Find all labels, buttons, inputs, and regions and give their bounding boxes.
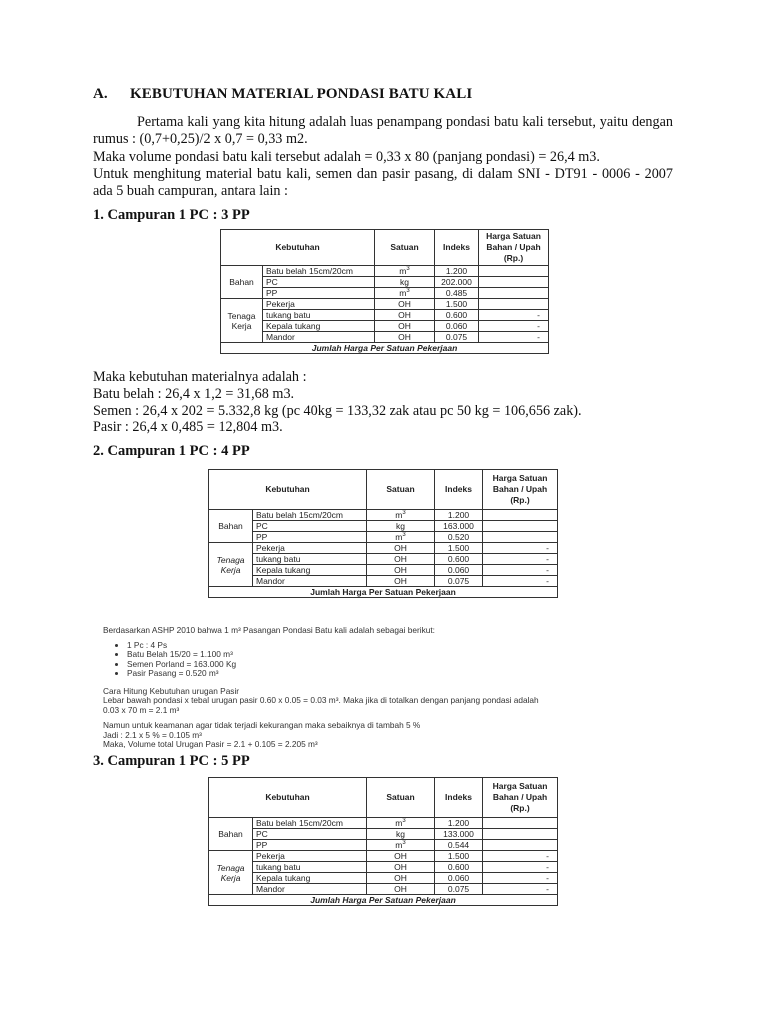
- index-value: 0.060: [435, 321, 479, 332]
- group-bahan: Bahan: [221, 266, 263, 299]
- index-value: 163.000: [435, 521, 483, 532]
- unit-oh: OH: [367, 862, 435, 873]
- item-tukang: tukang batu: [253, 554, 367, 565]
- index-value: 0.485: [435, 288, 479, 299]
- group-tenaga: Tenaga Kerja: [221, 299, 263, 343]
- note-lebar: Lebar bawah pondasi x tebal urugan pasir 0.60 x 0.05 = 0.03 m³. Maka jika di totalkan dengan panjang pondasi adalah 0.03 x 70 m = 2.1 m³: [103, 695, 539, 715]
- index-value: 0.520: [435, 532, 483, 543]
- index-value: 0.060: [435, 565, 483, 576]
- col-satuan: Satuan: [375, 230, 435, 266]
- index-value: 1.500: [435, 299, 479, 310]
- mix1-result-semen: Semen : 26,4 x 202 = 5.332,8 kg (pc 40kg = 133,32 zak atau pc 50 kg = 106,656 zak).: [93, 403, 582, 419]
- index-value: 0.075: [435, 332, 479, 343]
- item-pc: PC: [253, 521, 367, 532]
- price-dash: -: [483, 873, 558, 884]
- price-dash: -: [479, 321, 549, 332]
- note-item: • Semen Porland = 163.000 Kg: [127, 660, 553, 670]
- item-mandor: Mandor: [253, 576, 367, 587]
- unit-oh: OH: [375, 299, 435, 310]
- group-bahan: Bahan: [209, 818, 253, 851]
- section-heading: [93, 86, 472, 103]
- price-dash: -: [483, 576, 558, 587]
- col-kebutuhan: Kebutuhan: [209, 470, 367, 510]
- table-footer: Jumlah Harga Per Satuan Pekerjaan: [221, 343, 549, 354]
- col-harga: Harga Satuan Bahan / Upah (Rp.): [483, 778, 558, 818]
- item-pekerja: Pekerja: [253, 543, 367, 554]
- price-cell: [483, 829, 558, 840]
- price-cell: [483, 510, 558, 521]
- unit-oh: OH: [375, 310, 435, 321]
- col-satuan: Satuan: [367, 470, 435, 510]
- price-cell: [483, 521, 558, 532]
- col-satuan: Satuan: [367, 778, 435, 818]
- price-cell: [479, 299, 549, 310]
- item-batu: Batu belah 15cm/20cm: [263, 266, 375, 277]
- index-value: 0.600: [435, 310, 479, 321]
- item-kepala: Kepala tukang: [253, 565, 367, 576]
- unit-kg: kg: [375, 277, 435, 288]
- item-mandor: Mandor: [253, 884, 367, 895]
- item-pc: PC: [253, 829, 367, 840]
- unit-m3: $m^3$: [375, 288, 435, 299]
- col-indeks: Indeks: [435, 230, 479, 266]
- group-tenaga: Tenaga Kerja: [209, 543, 253, 587]
- col-indeks: Indeks: [435, 470, 483, 510]
- unit-oh: OH: [367, 873, 435, 884]
- price-dash: -: [483, 884, 558, 895]
- mix2-table: [208, 469, 558, 598]
- col-kebutuhan: Kebutuhan: [221, 230, 375, 266]
- note-item: • Batu Belah 15/20 = 1.100 m³: [127, 650, 553, 660]
- item-pekerja: Pekerja: [253, 851, 367, 862]
- mix3-table: [208, 777, 558, 906]
- item-tukang: tukang batu: [253, 862, 367, 873]
- index-value: 1.500: [435, 543, 483, 554]
- mix1-title: 1. Campuran 1 PC : 3 PP: [93, 207, 250, 223]
- price-dash: -: [479, 332, 549, 343]
- index-value: 0.600: [435, 862, 483, 873]
- col-kebutuhan: Kebutuhan: [209, 778, 367, 818]
- note-list: [103, 641, 553, 679]
- item-pp: PP: [253, 532, 367, 543]
- unit-m3: $m^3$: [367, 818, 435, 829]
- index-value: 0.060: [435, 873, 483, 884]
- mix2-title: 2. Campuran 1 PC : 4 PP: [93, 443, 250, 459]
- item-pc: PC: [263, 277, 375, 288]
- item-batu: Batu belah 15cm/20cm: [253, 818, 367, 829]
- index-value: 0.544: [435, 840, 483, 851]
- note-cara: Cara Hitung Kebutuhan urugan Pasir: [103, 685, 240, 696]
- item-tukang: tukang batu: [263, 310, 375, 321]
- mix1-result-batu: Batu belah : 26,4 x 1,2 = 31,68 m3.: [93, 386, 295, 402]
- item-mandor: Mandor: [263, 332, 375, 343]
- note-intro: Berdasarkan ASHP 2010 bahwa 1 m³ Pasangan Pondasi Batu kali adalah sebagai berikut:: [103, 625, 435, 635]
- note-namun: Namun untuk keamanan agar tidak terjadi kekurangan maka sebaiknya di tambah 5 %: [103, 720, 421, 730]
- price-dash: -: [483, 851, 558, 862]
- table-footer: Jumlah Harga Per Satuan Pekerjaan: [209, 587, 558, 598]
- section-number: A.: [93, 86, 108, 102]
- group-tenaga: Tenaga Kerja: [209, 851, 253, 895]
- mix1-result-intro: Maka kebutuhan materialnya adalah :: [93, 369, 307, 385]
- index-value: 133.000: [435, 829, 483, 840]
- item-kepala: Kepala tukang: [263, 321, 375, 332]
- price-cell: [483, 840, 558, 851]
- item-pp: PP: [263, 288, 375, 299]
- intro-paragraph-1: Pertama kali yang kita hitung adalah luas penampang pondasi batu kali tersebut, yaitu dengan rumus : (0,7+0,25)/2 x 0,7 = 0,33 m2.: [93, 114, 673, 148]
- unit-m3: $m^3$: [367, 840, 435, 851]
- col-indeks: Indeks: [435, 778, 483, 818]
- index-value: 0.075: [435, 576, 483, 587]
- price-dash: -: [483, 543, 558, 554]
- index-value: 0.600: [435, 554, 483, 565]
- unit-oh: OH: [367, 576, 435, 587]
- item-pp: PP: [253, 840, 367, 851]
- unit-oh: OH: [375, 332, 435, 343]
- price-cell: [479, 266, 549, 277]
- item-pekerja: Pekerja: [263, 299, 375, 310]
- index-value: 0.075: [435, 884, 483, 895]
- unit-oh: OH: [367, 565, 435, 576]
- index-value: 202.000: [435, 277, 479, 288]
- mix1-table: [220, 229, 549, 354]
- index-value: 1.200: [435, 510, 483, 521]
- mix1-result-pasir: Pasir : 26,4 x 0,485 = 12,804 m3.: [93, 419, 283, 435]
- unit-m3: $m^3$: [367, 532, 435, 543]
- price-dash: -: [483, 554, 558, 565]
- unit-oh: OH: [367, 884, 435, 895]
- price-cell: [483, 818, 558, 829]
- col-harga: Harga Satuan Bahan / Upah (Rp.): [483, 470, 558, 510]
- unit-m3: $m^3$: [367, 510, 435, 521]
- price-cell: [479, 288, 549, 299]
- note-item: • Pasir Pasang = 0.520 m³: [127, 669, 553, 679]
- unit-oh: OH: [367, 851, 435, 862]
- price-dash: -: [479, 310, 549, 321]
- unit-oh: OH: [375, 321, 435, 332]
- price-cell: [483, 532, 558, 543]
- note-item: • 1 Pc : 4 Ps: [127, 641, 553, 651]
- index-value: 1.500: [435, 851, 483, 862]
- price-dash: -: [483, 565, 558, 576]
- item-batu: Batu belah 15cm/20cm: [253, 510, 367, 521]
- note-maka: Maka, Volume total Urugan Pasir = 2.1 + 0.105 = 2.205 m³: [103, 739, 318, 749]
- index-value: 1.200: [435, 818, 483, 829]
- col-harga: Harga Satuan Bahan / Upah (Rp.): [479, 230, 549, 266]
- ashp-note: [103, 626, 553, 750]
- item-kepala: Kepala tukang: [253, 873, 367, 884]
- note-jadi: Jadi : 2.1 x 5 % = 0.105 m³: [103, 729, 202, 740]
- section-title: KEBUTUHAN MATERIAL PONDASI BATU KALI: [130, 86, 473, 102]
- unit-kg: kg: [367, 521, 435, 532]
- intro-paragraph-2: Maka volume pondasi batu kali tersebut adalah = 0,33 x 80 (panjang pondasi) = 26,4 m3.: [93, 149, 600, 165]
- unit-kg: kg: [367, 829, 435, 840]
- price-cell: [479, 277, 549, 288]
- unit-oh: OH: [367, 554, 435, 565]
- intro-paragraph-3: Untuk menghitung material batu kali, semen dan pasir pasang, di dalam SNI - DT91 - 0006 - 2007 ada 5 buah campuran, antara lain :: [93, 166, 673, 200]
- mix3-title: 3. Campuran 1 PC : 5 PP: [93, 753, 250, 769]
- group-bahan: Bahan: [209, 510, 253, 543]
- table-footer: Jumlah Harga Per Satuan Pekerjaan: [209, 895, 558, 906]
- price-dash: -: [483, 862, 558, 873]
- unit-m3: $m^3$: [375, 266, 435, 277]
- index-value: 1.200: [435, 266, 479, 277]
- unit-oh: OH: [367, 543, 435, 554]
